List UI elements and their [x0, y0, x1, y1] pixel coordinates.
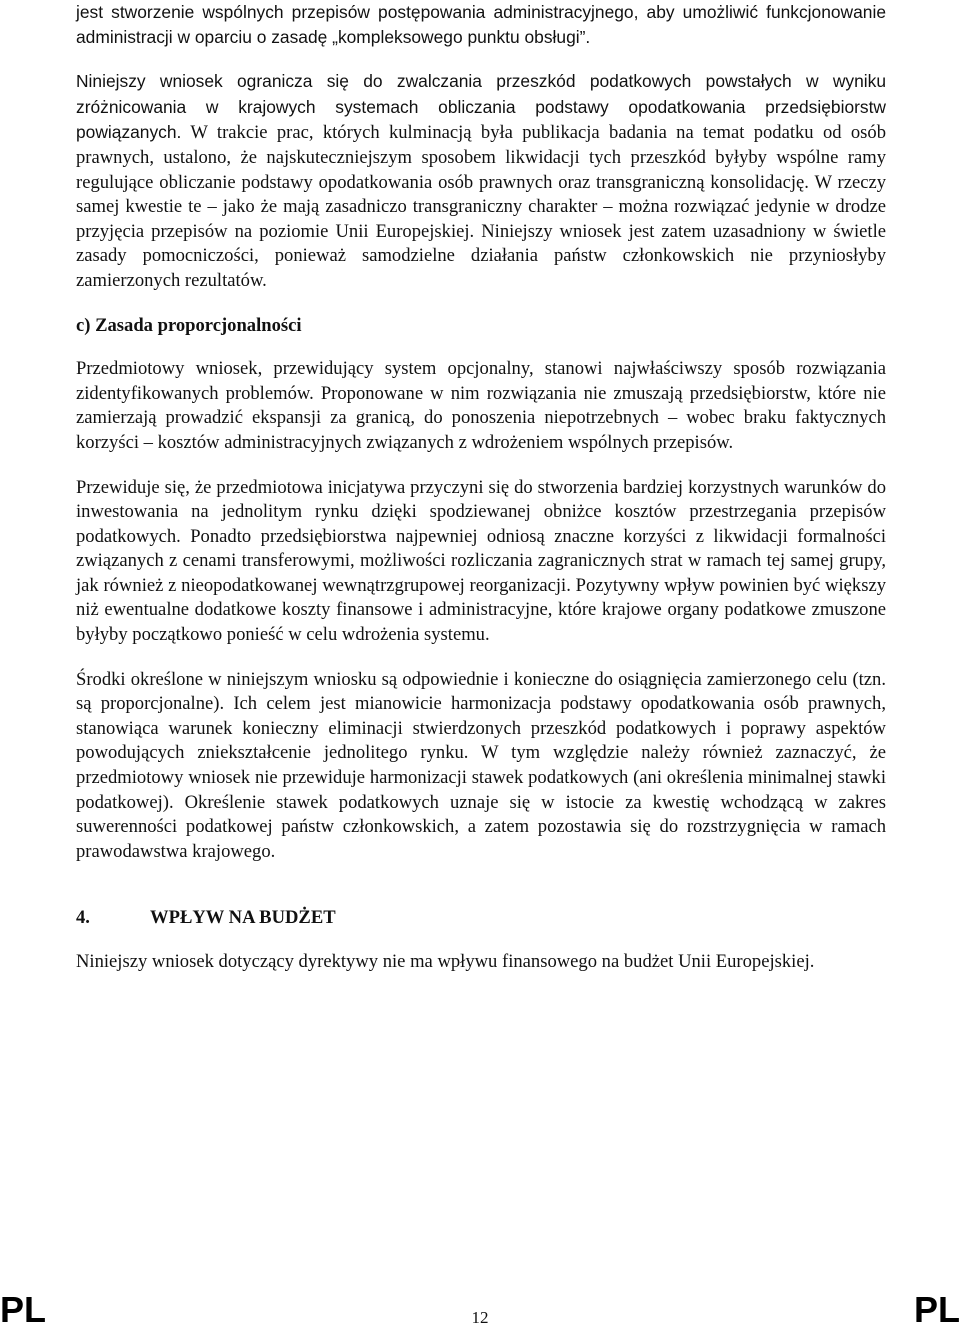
paragraph-text-serif: W trakcie prac, których kulminacją była publikacja badania na temat podatku od osób prawnych, ustalono, że najskuteczniejszym sposobem likwidacji tych przeszkód byłyby wspólne ramy regulujące obliczanie podstawy opodatkowania osób prawnych oraz transgraniczną konsolidację. W rzeczy samej kwestie te – jako że mają zasadniczo transgraniczny charakter – można rozwiązać jedynie w drodze przyjęcia przepisów na poziomie Unii Europejskiej. Niniejszy wniosek jest zatem uzasadniony w świetle zasady pomocniczości, ponieważ samodzielne działania państw członkowskich nie przyniosłyby zamierzonych rezultatów.	[76, 122, 886, 291]
paragraph-continuation	[76, 0, 886, 49]
subheading-proportionality: c) Zasada proporcjonalności	[76, 314, 302, 336]
paragraph-proportionality-3: Środki określone w niniejszym wniosku są odpowiednie i konieczne do osiągnięcia zamierzonego celu (tzn. są proporcjonalne). Ich celem jest mianowicie harmonizacja podstawy opodatkowania osób prawnych, stanowiąca warunek konieczny eliminacji stwierdzonych przeszkód podatkowych i poprawy aspektów powodujących zniekształcenie jednolitego rynku. W tym względzie należy również zaznaczyć, że przedmiotowy wniosek nie przewiduje harmonizacji stawek podatkowych (ani określenia minimalnej stawki podatkowej). Określenie stawek podatkowych uznaje się w istocie za kwestię wchodzącą w zakres suwerenności podatkowej państw członkowskich, a zatem pozostawia się do rozstrzygnięcia w ramach prawodawstwa krajowego.	[76, 668, 886, 862]
footer-language-right: PL	[913, 1289, 960, 1330]
paragraph-proportionality-1: Przedmiotowy wniosek, przewidujący system opcjonalny, stanowi najwłaściwszy sposób rozwiązania zidentyfikowanych problemów. Proponowane w nim rozwiązania nie zmuszają przedsiębiorstw, które nie zamierzają prowadzić ekspansji za granicą, do ponoszenia niepotrzebnych – wobec braku faktycznych korzyści – kosztów administracyjnych związanych z wdrożeniem wspólnych przepisów.	[76, 358, 886, 453]
footer-language-left: PL	[0, 1289, 47, 1330]
page-number: 12	[471, 1308, 489, 1327]
paragraph-text-sans: Niniejszy wniosek ogranicza się do zwalczania przeszkód podatkowych powstałych w wyniku zróżnicowania w krajowych systemach obliczania podstawy opodatkowania przedsiębiorstw powiązanych.	[76, 71, 886, 143]
document-body	[76, 0, 886, 995]
section-heading-budget	[76, 906, 886, 931]
section-title: WPŁYW NA BUDŻET	[150, 907, 336, 929]
paragraph-subsidiarity	[76, 69, 886, 293]
paragraph-text: jest stworzenie wspólnych przepisów postępowania administracyjnego, aby umożliwić funkcjonowanie administracji w oparciu o zasadę „kompleksowego punktu obsługi”.	[76, 2, 886, 47]
paragraph-budget: Niniejszy wniosek dotyczący dyrektywy nie ma wpływu finansowego na budżet Unii Europejskiej.	[76, 951, 815, 972]
section-number: 4.	[76, 907, 90, 929]
paragraph-proportionality-2: Przewiduje się, że przedmiotowa inicjatywa przyczyni się do stworzenia bardziej korzystnych warunków do inwestowania na jednolitym rynku dzięki spodziewanej obniżce kosztów przestrzegania przepisów podatkowych. Ponadto przedsiębiorstwa najpewniej odniosą znaczne korzyści z likwidacji formalności związanych z cenami transferowymi, możliwości rozliczania zagranicznych strat w ramach tej samej grupy, jak również z nieopodatkowanej wewnątrzgrupowej reorganizacji. Pozytywny wpływ powinien być większy niż ewentualne dodatkowe koszty finansowe i administracyjne, które krajowe organy podatkowe zmuszone byłyby początkowo ponieść w celu wdrożenia systemu.	[76, 476, 886, 646]
